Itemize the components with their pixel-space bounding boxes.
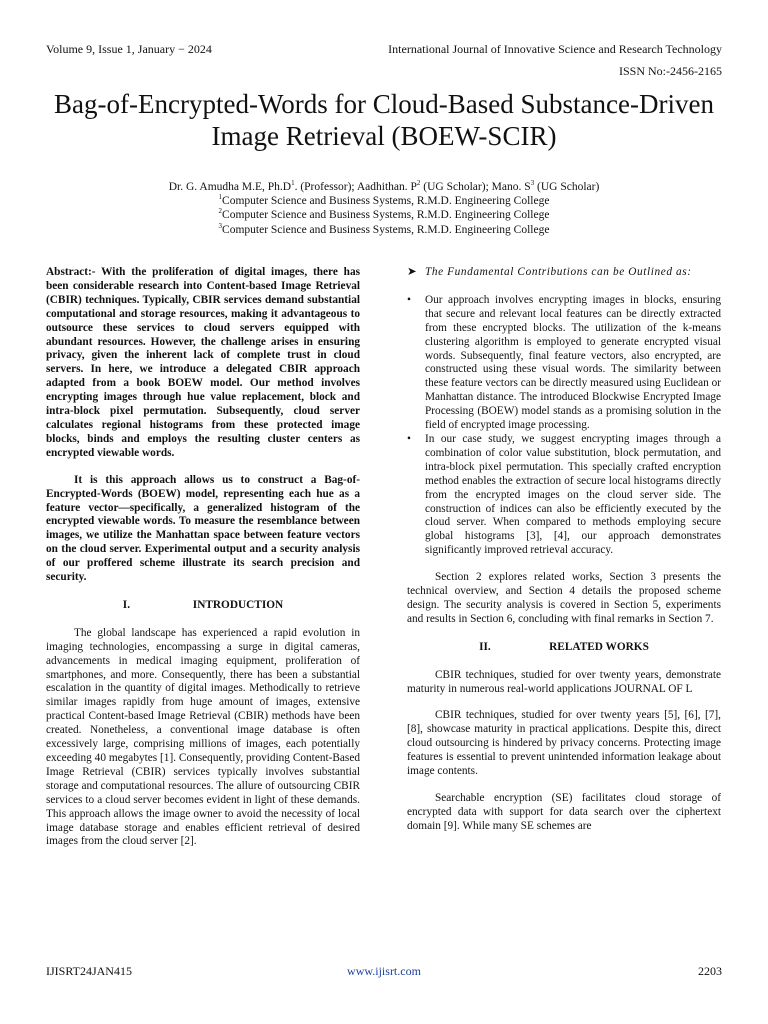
running-header-volume: Volume 9, Issue 1, January − 2024: [46, 42, 212, 56]
author-sup: 2: [416, 179, 421, 188]
related-paragraph: CBIR techniques, studied for over twenty years [5], [6], [7], [8], showcase maturity in practical applications. Despite this, direct cloud outsourcing is hindered by privacy concerns. Protecting image features is essential to prevent unintended information leakage about image contents.: [407, 709, 721, 778]
bullet-dot-icon: •: [407, 293, 411, 306]
related-paragraph: Searchable encryption (SE) facilitates cloud storage of encrypted data with support for data search over the ciphertext domain [9]. While many SE schemes are: [407, 792, 721, 832]
related-paragraph: CBIR techniques, studied for over twenty years, demonstrate maturity in numerous real-world applications JOURNAL OF L: [407, 668, 721, 695]
paper-title: Bag-of-Encrypted-Words for Cloud-Based Substance-Driven Image Retrieval (BOEW-SCIR): [54, 89, 714, 151]
affiliation-2: [46, 208, 722, 222]
section-title: INTRODUCTION: [192, 598, 284, 611]
running-header-journal: International Journal of Innovative Science and Research Technology: [388, 42, 722, 56]
section-number: I.: [122, 598, 131, 611]
author-text: (UG Scholar): [534, 181, 600, 193]
contributions-heading-text: The Fundamental Contributions can be Outlined as:: [425, 266, 692, 278]
arrow-bullet-icon: ➤: [407, 266, 418, 278]
list-item-text: In our case study, we suggest encrypting images through a combination of color value substitution, block permutation, and intra-block pixel permutation. This specially crafted encryption method enables the extraction of secure local histograms directly from the encrypted images on the cloud server side. The construction of indices can also be efficiently executed by the cloud server. When compared to methods employing secure global histograms [3], [4], our approach demonstrates significantly improved retrieval accuracy.: [425, 432, 721, 557]
list-item-text: Our approach involves encrypting images in blocks, ensuring that secure and relevant local features can be directly extracted from these encrypted blocks. The utilization of the k-means clustering algorithm is employed to generate encrypted visual words. Subsequently, final feature vectors, also encrypted, are constructed using these visual words. The similarity between these feature vectors can be directly measured using Euclidean or Manhattan distance. The introduced Blockwise Encrypted Image Processing (BOEW) model stands as a promising solution in the field of encrypted image processing.: [425, 293, 721, 432]
page-number: 2203: [698, 964, 722, 978]
section-title: RELATED WORKS: [549, 640, 649, 653]
issn-label: ISSN No:-2456-2165: [618, 64, 722, 78]
affiliation-sup: 2: [218, 207, 223, 216]
section-heading-introduction: [46, 599, 360, 613]
author-text: . (Professor); Aadhithan. P: [294, 181, 417, 193]
affiliation-1: [46, 194, 722, 208]
author-line: [46, 180, 722, 194]
list-item: [407, 433, 721, 558]
abstract-paragraph: It is this approach allows us to construct a Bag-of-Encrypted-Words (BOEW) model, representing each hue as a feature vector—specifically, a generalized histogram of the encrypted viewable words. To measure the resemblance between images, we utilize the Manhattan space between feature vectors on the cloud server. Experimental output and a security analysis of our proffered scheme illustrate its search precision and security.: [46, 473, 360, 584]
contributions-list: [407, 294, 721, 558]
bullet-dot-icon: •: [407, 432, 411, 445]
author-text: Dr. G. Amudha M.E, Ph.D: [168, 181, 292, 193]
contributions-heading: [407, 266, 721, 280]
affiliation-text: Computer Science and Business Systems, R.M.D. Engineering College: [222, 209, 550, 222]
affiliation-text: Computer Science and Business Systems, R.M.D. Engineering College: [222, 223, 550, 236]
sections-overview-paragraph: Section 2 explores related works, Section 3 presents the technical overview, and Section 4 details the proposed scheme design. The security analysis is covered in Section 5, experiments and results in Section 6, concluding with final remarks in Section 7.: [407, 571, 721, 625]
author-block: [46, 180, 722, 237]
list-item: [407, 294, 721, 433]
author-sup: 3: [530, 179, 535, 188]
intro-paragraph: The global landscape has experienced a rapid evolution in imaging technologies, encompassing a surge in digital cameras, advancements in medical imaging equipment, proliferation of smartphones, and more. Consequently, there has been a substantial escalation in the quantity of digital images. Methodically to retrieve similar images rapidly from huge amount of images, extensive practical Content-based Image Retrieval (CBIR) methods have been created. Nonetheless, a conventional image database is often excessively large, comprising millions of images, each potentially exceeding 40 megabytes [1]. Consequently, providing Content-Based Image Retrieval (CBIR) services typically involves substantial storage and computational resources. The allure of outsourcing CBIR services to a cloud server becomes evident in light of these demands. This approach allows the image owner to avoid the necessity of local image database storage and enables efficient retrieval of desired images from the cloud server [2].: [46, 626, 360, 848]
section-heading-related-works: [407, 641, 721, 655]
affiliation-sup: 1: [218, 193, 223, 202]
left-column: [46, 266, 360, 849]
author-sup: 1: [291, 179, 295, 188]
affiliation-sup: 3: [218, 221, 223, 230]
footer-website-link[interactable]: www.ijisrt.com: [347, 964, 421, 978]
author-text: (UG Scholar); Mano. S: [420, 181, 531, 193]
affiliation-text: Computer Science and Business Systems, R.M.D. Engineering College: [222, 195, 550, 208]
section-number: II.: [479, 640, 491, 653]
abstract-paragraph: Abstract:- With the proliferation of digital images, there has been considerable research into Content-based Image Retrieval (CBIR) techniques. Typically, CBIR services demand substantial computational and storage resources, making it advantageous to outsource these services to cloud servers equipped with abundant resources. However, the challenge arises in ensuring privacy, given the inherent lack of complete trust in cloud servers. In here, we introduce a delegated CBIR approach adapted from a book BOEW model. Our method involves encrypting images through hue value replacement, block and intra-block pixel permutation. Subsequently, cloud server calculates regional histograms from these protected image blocks, binds and employs the resulting cluster centers as encrypted viewable words.: [46, 266, 360, 459]
footer-paper-id: IJISRT24JAN415: [46, 964, 132, 978]
affiliation-3: [46, 223, 722, 237]
right-column: [407, 266, 721, 834]
